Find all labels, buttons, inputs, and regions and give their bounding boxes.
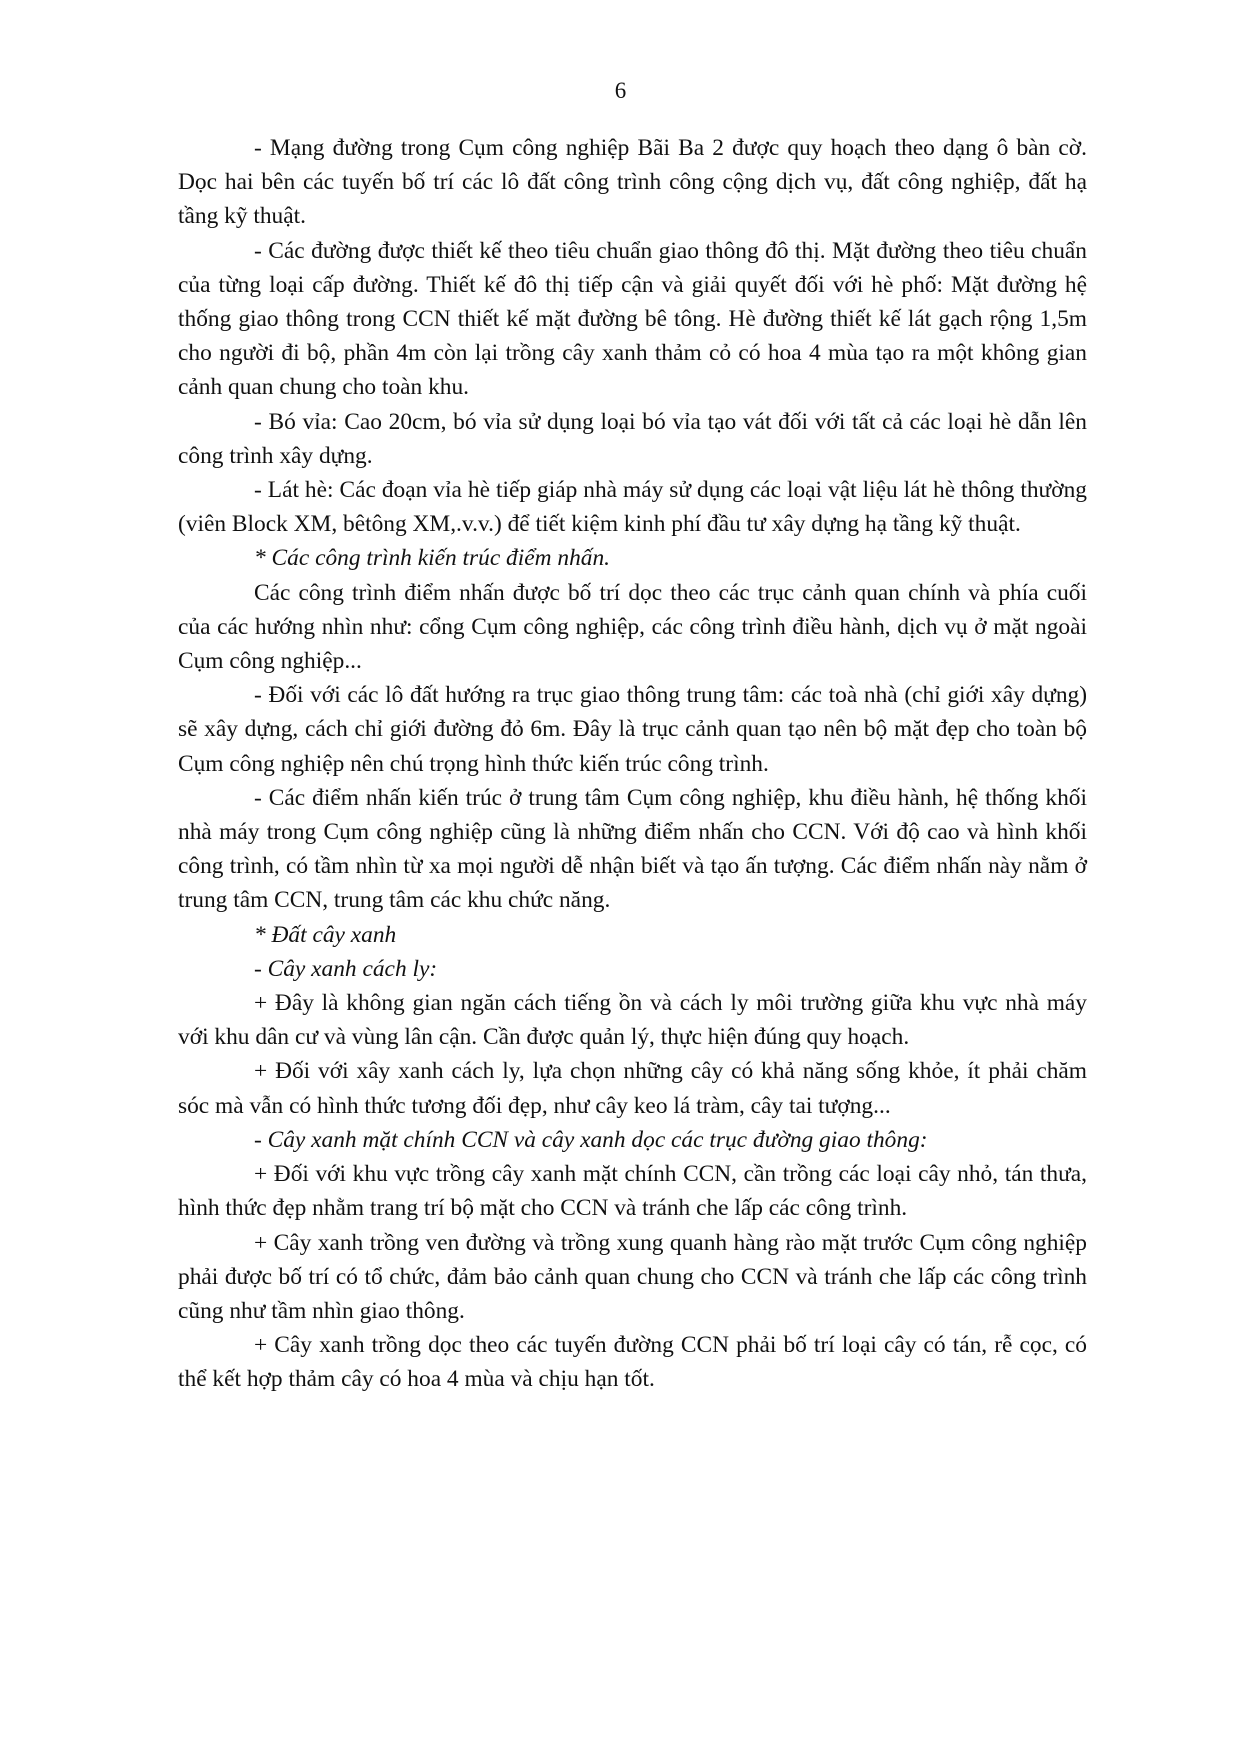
paragraph: + Đối với khu vực trồng cây xanh mặt chính CCN, cần trồng các loại cây nhỏ, tán thưa, hình thức đẹp nhằm trang trí bộ mặt cho CCN và tránh che lấp các công trình. [178, 1161, 1087, 1222]
paragraph: * Đất cây xanh [254, 921, 397, 948]
paragraph: + Đây là không gian ngăn cách tiếng ồn và cách ly môi trường giữa khu vực nhà máy với khu dân cư và vùng lân cận. Cần được quản lý, thực hiện đúng quy hoạch. [178, 990, 1087, 1051]
paragraph: - Mạng đường trong Cụm công nghiệp Bãi Ba 2 được quy hoạch theo dạng ô bàn cờ. Dọc hai bên các tuyến bố trí các lô đất công trình công cộng dịch vụ, đất công nghiệp, đất hạ tầng kỹ thuật. [178, 135, 1087, 230]
paragraph: - Các điểm nhấn kiến trúc ở trung tâm Cụm công nghiệp, khu điều hành, hệ thống khối nhà máy trong Cụm công nghiệp cũng là những điểm nhấn cho CCN. Với độ cao và hình khối công trình, có tầm nhìn từ xa mọi người dễ nhận biết và tạo ấn tượng. Các điểm nhấn này nằm ở trung tâm CCN, trung tâm các khu chức năng. [178, 784, 1087, 914]
paragraph: - Cây xanh cách ly: [254, 955, 438, 982]
paragraph: - Bó vỉa: Cao 20cm, bó vỉa sử dụng loại bó vỉa tạo vát đối với tất cả các loại hè dẫn lên công trình xây dựng. [178, 408, 1087, 469]
paragraph: Các công trình điểm nhấn được bố trí dọc theo các trục cảnh quan chính và phía cuối của các hướng nhìn như: cổng Cụm công nghiệp, các công trình điều hành, dịch vụ ở mặt ngoài Cụm công nghiệp... [178, 579, 1087, 675]
paragraph: - Các đường được thiết kế theo tiêu chuẩn giao thông đô thị. Mặt đường theo tiêu chuẩn của từng loại cấp đường. Thiết kế đô thị tiếp cận và giải quyết đối với hè phố: Mặt đường hệ thống giao thông trong CCN thiết kế mặt đường bê tông. Hè đường thiết kế lát gạch rộng 1,5m cho người đi bộ, phần 4m còn lại trồng cây xanh thảm cỏ có hoa 4 mùa tạo ra một không gian cảnh quan chung cho toàn khu. [178, 237, 1087, 401]
paragraph: + Đối với xây xanh cách ly, lựa chọn những cây có khả năng sống khỏe, ít phải chăm sóc mà vẫn có hình thức tương đối đẹp, như cây keo lá tràm, cây tai tượng... [178, 1058, 1087, 1119]
paragraph: * Các công trình kiến trúc điểm nhấn. [254, 545, 610, 572]
paragraph: - Lát hè: Các đoạn vỉa hè tiếp giáp nhà máy sử dụng các loại vật liệu lát hè thông thường (viên Block XM, bêtông XM,.v.v.) để tiết kiệm kinh phí đầu tư xây dựng hạ tầng kỹ thuật. [178, 477, 1087, 538]
page-number: 6 [614, 78, 627, 103]
document-body [178, 131, 1087, 1397]
paragraph: - Đối với các lô đất hướng ra trục giao thông trung tâm: các toà nhà (chỉ giới xây dựng) sẽ xây dựng, cách chỉ giới đường đỏ 6m. Đây là trục cảnh quan tạo nên bộ mặt đẹp cho toàn bộ Cụm công nghiệp nên chú trọng hình thức kiến trúc công trình. [178, 682, 1087, 777]
paragraph: + Cây xanh trồng ven đường và trồng xung quanh hàng rào mặt trước Cụm công nghiệp phải được bố trí có tổ chức, đảm bảo cảnh quan chung cho CCN và tránh che lấp các công trình cũng như tầm nhìn giao thông. [178, 1229, 1087, 1324]
paragraph: + Cây xanh trồng dọc theo các tuyến đường CCN phải bố trí loại cây có tán, rễ cọc, có thể kết hợp thảm cây có hoa 4 mùa và chịu hạn tốt. [178, 1332, 1087, 1393]
paragraph: - Cây xanh mặt chính CCN và cây xanh dọc các trục đường giao thông: [254, 1126, 928, 1153]
